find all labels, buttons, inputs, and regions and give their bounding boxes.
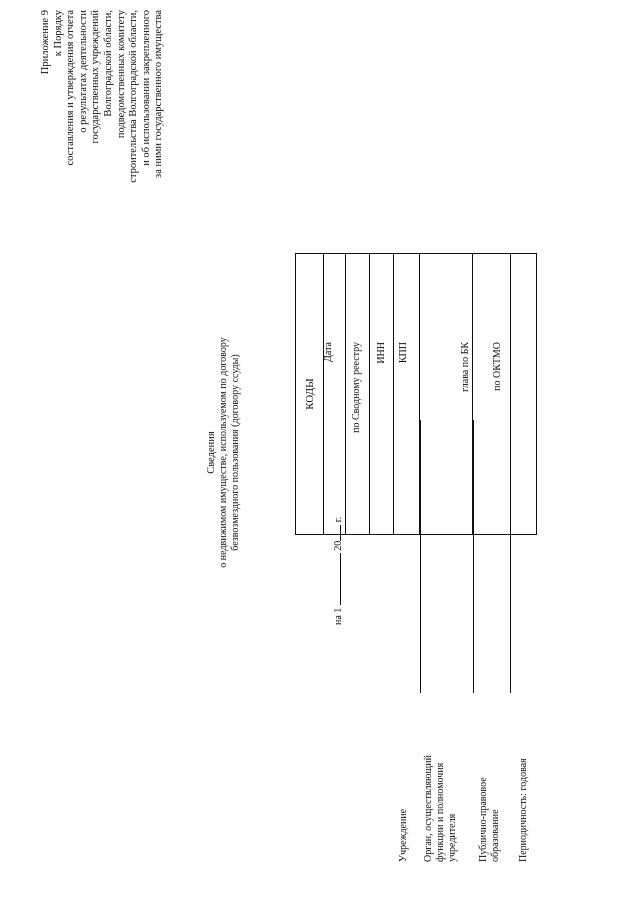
date-year-prefix: 20 [333,540,344,551]
title-line: безвозмездного пользования (договору ссуды) [230,354,241,551]
appendix-line: государственных учреждений [90,10,102,144]
code-row-label-registry: по Сводному реестру [351,342,362,433]
appendix-line: к Порядку [52,10,64,57]
title-line: Сведения [206,431,217,474]
field-public-entity-label: Публично-правовое образование [478,777,501,862]
code-cell-budget-chapter[interactable] [420,254,473,534]
appendix-line: и об использовании закрепленного [140,10,152,166]
code-cell-date[interactable] [323,254,346,534]
appendix-line: о результатах деятельности [77,10,89,133]
appendix-line: составления и утверждения отчета [65,10,77,166]
code-row-label-kpp: КПП [398,342,409,364]
appendix-line: подведомственных комитету [115,10,127,139]
codes-table [295,253,537,535]
field-institution-label: Учреждение [398,808,409,862]
code-row-label-oktmo: по ОКТМО [492,342,503,391]
codes-table-header: КОДЫ [296,254,324,534]
appendix-line: Приложение 9 [40,10,51,75]
appendix-line: строительства Волгоградской области, [128,10,140,183]
code-cell-inn[interactable] [370,254,394,534]
title-line: о недвижимом имуществе, используемом по договору [218,337,229,568]
code-cell-extra[interactable] [511,254,536,534]
date-day-month-blank [330,553,341,605]
appendix-note [40,10,166,250]
appendix-line: Волгоградской области, [102,10,114,117]
code-row-label-budget-chapter: глава по БК [460,342,471,392]
code-cell-registry[interactable] [346,254,370,534]
field-periodicity-label: Периодичность: годовая [518,758,529,862]
date-prefix: на 1 [333,607,344,625]
date-suffix: г. [333,516,344,523]
code-row-label-date: Дата [323,342,334,362]
code-cell-oktmo[interactable] [473,254,511,534]
appendix-line: за ними государственного имущества [153,10,165,178]
field-authority-label: Орган, осуществляющий функции и полномочия учредителя [423,755,458,862]
code-row-label-inn: ИНН [376,342,387,364]
document-title [206,0,242,905]
code-cell-kpp[interactable] [394,254,420,534]
